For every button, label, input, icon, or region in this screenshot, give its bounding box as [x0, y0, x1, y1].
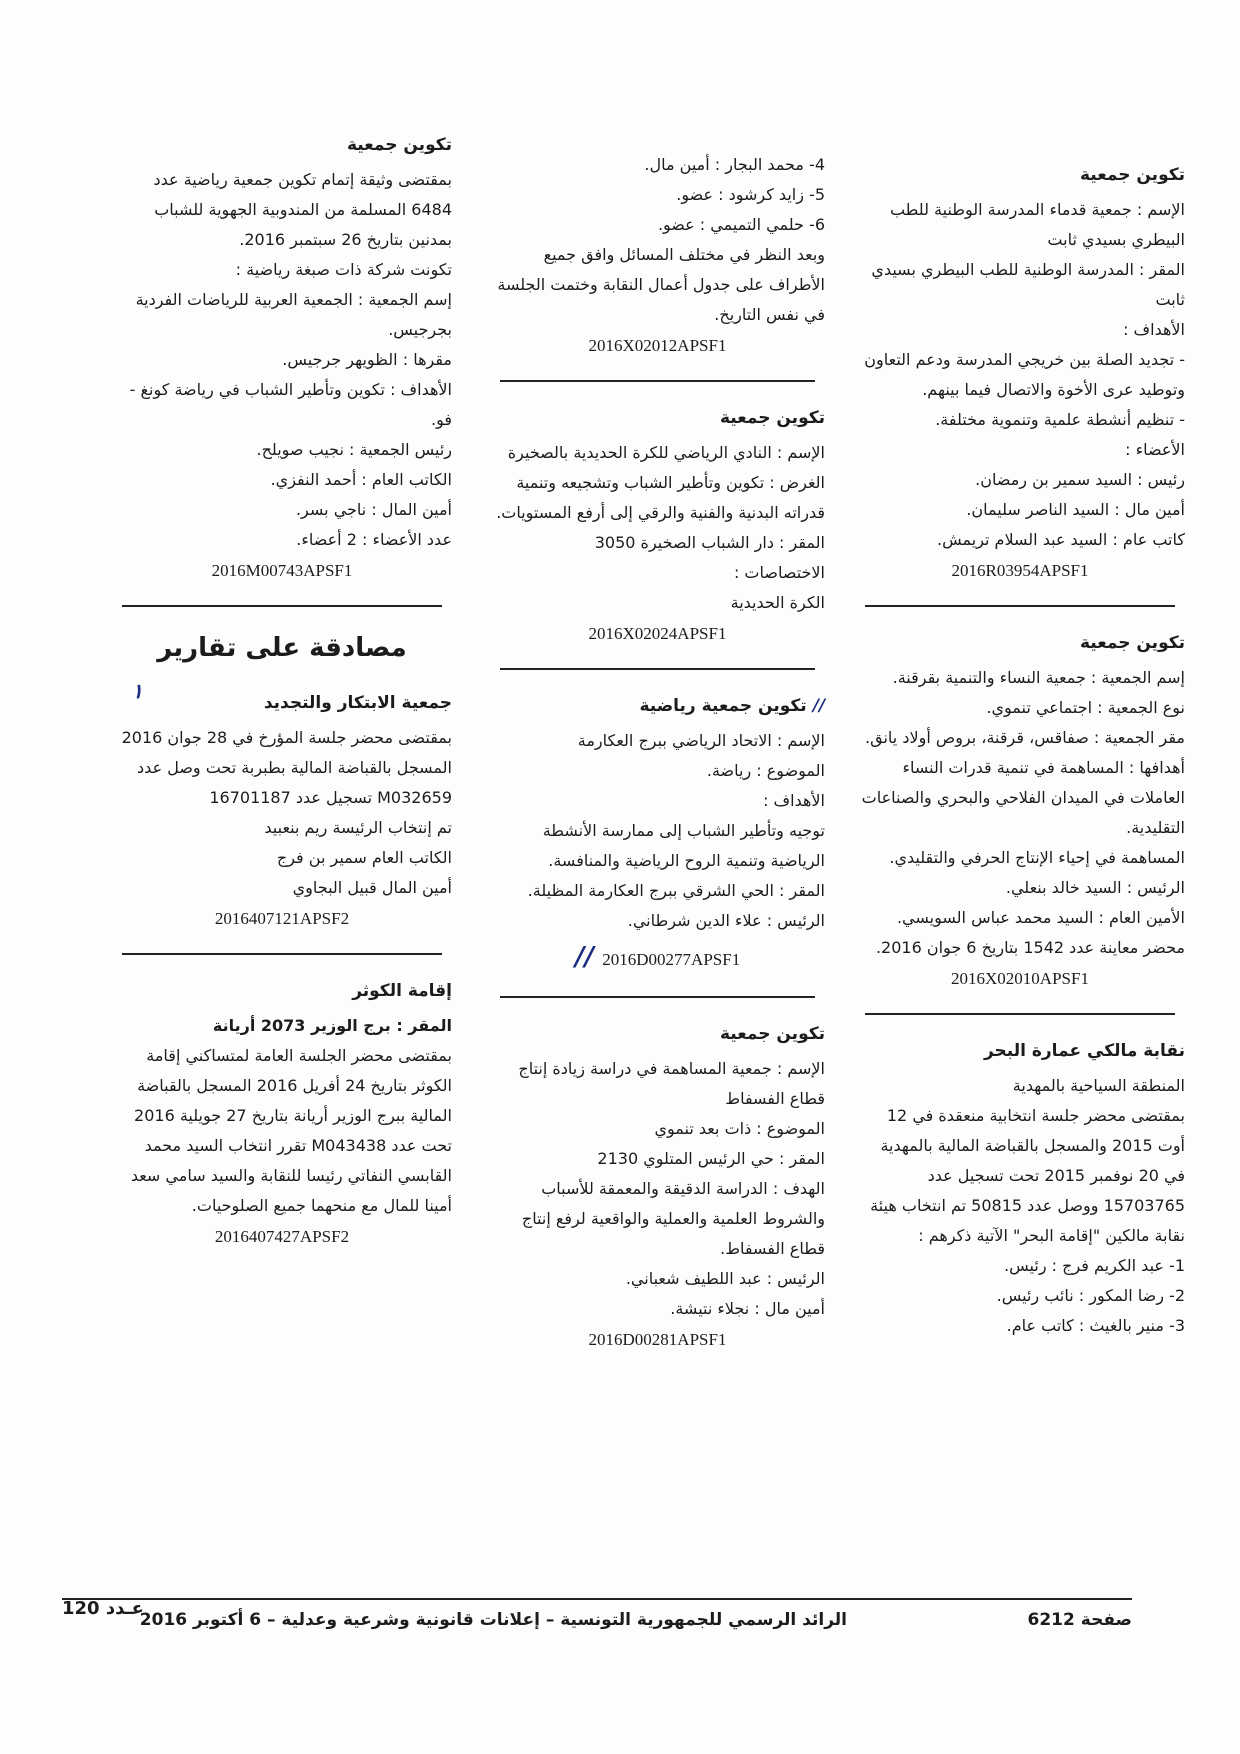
notice-line: الكاتب العام سمير بن فرج	[276, 848, 452, 867]
notice-line: مقر الجمعية : صفاقس، قرقنة، بروص أولاد يانق.	[865, 728, 1185, 747]
gazette-title: الرائد الرسمي للجمهورية التونسية – إعلانات قانونية وشرعية وعدلية – 6 أكتوبر 2016	[139, 1610, 847, 1630]
reference-code: 2016407121APSF2	[214, 909, 350, 928]
notice-line: 1- عبد الكريم فرج : رئيس.	[1004, 1256, 1185, 1275]
page-footer	[62, 1598, 1132, 1648]
notice-line: 6- حلمي التميمي : عضو.	[657, 215, 825, 234]
notice-line: مقرها : الظويهر جرجيس.	[282, 350, 452, 369]
notice-line: رئيس : السيد سمير بن رمضان.	[975, 470, 1185, 489]
section-title: مصادقة على تقارير	[157, 633, 407, 663]
notice-line: أهدافها : المساهمة في تنمية قدرات النساء العاملات في الميدان الفلاحي والبحري والصناعات التقليدية.	[861, 758, 1185, 837]
notice-line: أمين المال قبيل البجاوي	[292, 878, 452, 897]
notice-line: تم إنتخاب الرئيسة ريم بنعبيد	[264, 818, 452, 837]
notice-line: تكونت شركة ذات صبغة رياضية :	[235, 260, 452, 279]
separator	[122, 605, 442, 607]
separator	[865, 1013, 1175, 1015]
notice-syndicate-continued	[490, 150, 825, 356]
notice-heading: إقامة الكوثر	[352, 981, 452, 1001]
notice-line: كاتب عام : السيد عبد السلام تريمش.	[937, 530, 1185, 549]
notice-line: بمقتضى محضر جلسة انتخابية منعقدة في 12 أوت 2015 والمسجل بالقباضة المالية بالمهدية في 20 نوفمبر 2015 تحت تسجيل عدد 15703765 ووصل عدد 50815 تم انتخاب هيئة نقابة مالكين "إقامة البحر" الآتية ذكرهم :	[870, 1106, 1185, 1245]
notice-line: - تنظيم أنشطة علمية وتنموية مختلفة.	[935, 410, 1185, 429]
notice-innovation-renewal	[112, 679, 452, 929]
notice-women-development	[855, 633, 1185, 989]
notice-line: الإسم : جمعية المساهمة في دراسة زيادة إنتاج قطاع الفسفاط	[518, 1059, 825, 1108]
notice-phosphate-study	[490, 1024, 825, 1350]
reference-code: 2016M00743APSF1	[211, 561, 353, 580]
notice-line: - تجديد الصلة بين خريجي المدرسة ودعم التعاون وتوطيد عرى الأخوة والاتصال فيما بينهم.	[864, 350, 1185, 399]
notice-arab-individual-sports	[112, 135, 452, 581]
separator	[500, 996, 815, 998]
notice-line: الموضوع : ذات بعد تنموي	[654, 1119, 825, 1138]
reference-code: 2016X02024APSF1	[588, 624, 727, 643]
notice-heading: تكوين جمعية	[719, 408, 825, 428]
notice-line: 2- رضا المكور : نائب رئيس.	[996, 1286, 1185, 1305]
right-column	[855, 165, 1185, 1347]
separator	[865, 605, 1175, 607]
page-number: صفحة 6212	[1027, 1610, 1132, 1630]
notice-line: نوع الجمعية : اجتماعي تنموي.	[986, 698, 1185, 717]
notice-heading: نقابة مالكي عمارة البحر	[983, 1041, 1185, 1061]
notice-line: الأمين العام : السيد محمد عباس السويسي.	[896, 908, 1185, 927]
separator	[500, 380, 815, 382]
notice-line: الإسم : جمعية قدماء المدرسة الوطنية للطب البيطري بسيدي ثابت	[889, 200, 1185, 249]
notice-line: بمقتضى محضر الجلسة العامة لمتساكني إقامة الكوثر بتاريخ 24 أفريل 2016 المسجل بالقباضة المالية ببرج الوزير أريانة بتاريخ 27 جويلية 2016 تحت عدد M043438 تقرر انتخاب السيد محمد القابسي النفاتي رئيسا للنقابة والسيد سامي سعد أمينا للمال مع منحهما جميع الصلوحيات.	[130, 1046, 452, 1215]
notice-line: الإسم : النادي الرياضي للكرة الحديدية بالصخيرة	[507, 443, 825, 462]
notice-line: الرئيس : السيد خالد بنعلي.	[1005, 878, 1185, 897]
notice-line: الإسم : الاتحاد الرياضي ببرج العكارمة	[577, 731, 825, 750]
reference-code: 2016X02012APSF1	[588, 336, 727, 355]
notice-kawthar-residence	[112, 981, 452, 1247]
separator	[122, 953, 442, 955]
notice-line: المنطقة السياحية بالمهدية	[1012, 1076, 1185, 1095]
notice-veterinary-alumni	[855, 165, 1185, 581]
notice-line: الأهداف :	[763, 791, 825, 810]
notice-syndicate-bahr	[855, 1041, 1185, 1341]
handwritten-corner-mark: ١	[132, 679, 143, 703]
notice-line: أمين المال : ناجي بسر.	[295, 500, 452, 519]
handwritten-mark: //	[574, 942, 594, 972]
notice-line: الكرة الحديدية	[730, 593, 825, 612]
notice-line: رئيس الجمعية : نجيب صويلح.	[256, 440, 452, 459]
notice-line: المساهمة في إحياء الإنتاج الحرفي والتقليدي.	[889, 848, 1185, 867]
notice-line: المقر : الحي الشرقي ببرج العكارمة المظيلة.	[527, 881, 825, 900]
notice-line: 5- زايد كرشود : عضو.	[676, 185, 825, 204]
notice-line: الرئيس : عبد اللطيف شعباني.	[625, 1269, 825, 1288]
notice-line: المقر : حي الرئيس المتلوي 2130	[597, 1149, 825, 1168]
notice-line: توجيه وتأطير الشباب إلى ممارسة الأنشطة الرياضية وتنمية الروح الرياضية والمنافسة.	[542, 821, 825, 870]
reference-code: 2016R03954APSF1	[951, 561, 1089, 580]
left-column	[112, 135, 452, 1253]
notice-line: عدد الأعضاء : 2 أعضاء.	[296, 530, 452, 549]
notice-line: الأهداف : تكوين وتأطير الشباب في رياضة كونغ - فو.	[129, 380, 452, 429]
notice-line: بمقتضى محضر جلسة المؤرخ في 28 جوان 2016 المسجل بالقباضة المالية بطبربة تحت وصل عدد M032659 تسجيل عدد 16701187	[121, 728, 452, 807]
notice-heading: تكوين جمعية	[346, 135, 452, 155]
notice-line: إسم الجمعية : جمعية النساء والتنمية بقرقنة.	[892, 668, 1185, 687]
notice-line: 3- منير بالغيث : كاتب عام.	[1006, 1316, 1185, 1335]
notice-line: الأعضاء :	[1125, 440, 1185, 459]
notice-line: المقر : المدرسة الوطنية للطب البيطري بسيدي ثابت	[871, 260, 1185, 309]
notice-line: المقر : دار الشباب الصخيرة 3050	[594, 533, 825, 552]
notice-line: الهدف : الدراسة الدقيقة والمعمقة للأسباب والشروط العلمية والعملية والواقعية لرفع إنتاج قطاع الفسفاط.	[521, 1179, 825, 1258]
reference-code: // 2016D00277APSF1	[574, 942, 741, 972]
footer-rule	[62, 1598, 1132, 1600]
notice-heading: // تكوين جمعية رياضية	[639, 696, 825, 716]
notice-line: الاختصاصات :	[733, 563, 825, 582]
issue-number: عـدد 120	[62, 1598, 144, 1619]
notice-line: المقر : برج الوزير 2073 أريانة	[212, 1016, 452, 1035]
notice-line: الغرض : تكوين وتأطير الشباب وتشجيعه وتنمية قدراته البدنية والفنية والرقي إلى أرفع المستويات.	[496, 473, 825, 522]
notice-line: الموضوع : رياضة.	[706, 761, 825, 780]
handwritten-mark: //	[812, 696, 825, 716]
notice-line: أمين مال : السيد الناصر سليمان.	[966, 500, 1185, 519]
notice-line: الأهداف :	[1123, 320, 1185, 339]
notice-sports-union	[490, 696, 825, 972]
reference-code: 2016X02010APSF1	[951, 969, 1089, 988]
notice-heading: جمعية الابتكار والتجديد	[263, 693, 452, 713]
notice-heading: تكوين جمعية	[1079, 633, 1185, 653]
notice-line: إسم الجمعية : الجمعية العربية للرياضات الفردية بجرجيس.	[135, 290, 452, 339]
separator	[500, 668, 815, 670]
notice-heading: تكوين جمعية	[719, 1024, 825, 1044]
notice-heading: تكوين جمعية	[1079, 165, 1185, 185]
reference-code: 2016D00281APSF1	[588, 1330, 727, 1349]
notice-line: 4- محمد البجار : أمين مال.	[644, 155, 825, 174]
notice-line: الرئيس : علاء الدين شرطاني.	[627, 911, 825, 930]
middle-column	[490, 150, 825, 1356]
notice-line: الكاتب العام : أحمد النفزي.	[270, 470, 452, 489]
notice-line: بمقتضى وثيقة إتمام تكوين جمعية رياضية عدد 6484 المسلمة من المندوبية الجهوية للشباب بمدنين بتاريخ 26 سبتمبر 2016.	[153, 170, 452, 249]
notice-petanque-club	[490, 408, 825, 644]
reference-code: 2016407427APSF2	[214, 1227, 350, 1246]
notice-line: وبعد النظر في مختلف المسائل وافق جميع الأطراف على جدول أعمال النقابة وختمت الجلسة في نفس التاريخ.	[497, 245, 825, 324]
notice-line: أمين مال : نجلاء نتيشة.	[670, 1299, 825, 1318]
notice-line: محضر معاينة عدد 1542 بتاريخ 6 جوان 2016.	[875, 938, 1185, 957]
